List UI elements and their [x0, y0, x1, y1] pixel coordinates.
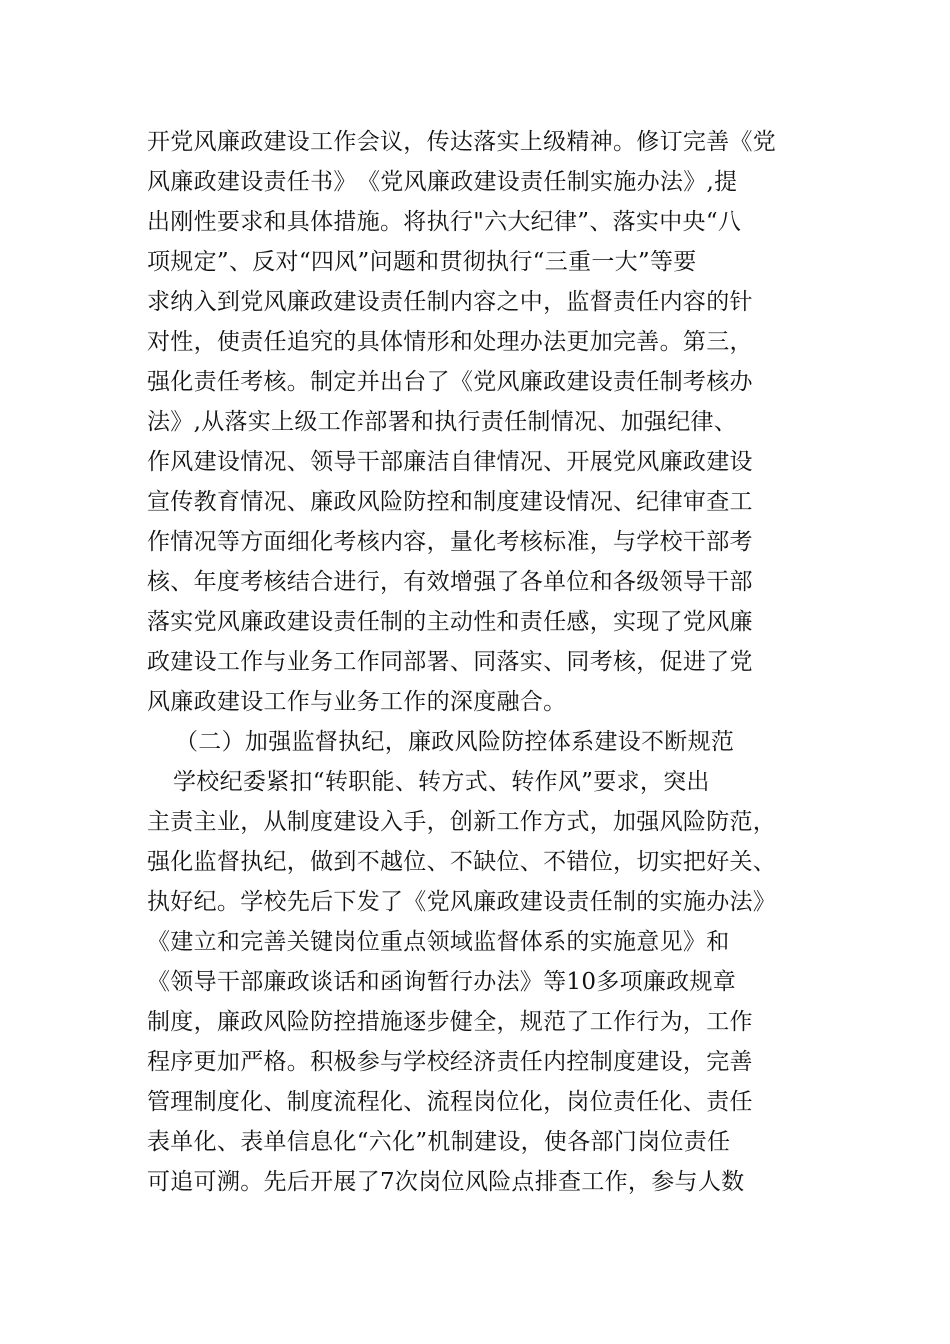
paragraph-line: 表单化、表单信息化“六化”机制建设，使各部门岗位责任	[147, 1129, 731, 1155]
paragraph-line: 开党风廉政建设工作会议，传达落实上级精神。修订完善《党	[147, 129, 777, 155]
paragraph-line: 《领导干部廉政谈话和函询暂行办法》等10多项廉政规章	[147, 969, 737, 995]
paragraph-line: 作风建设情况、领导干部廉洁自律情况、开展党风廉政建设	[147, 449, 753, 475]
paragraph-line: 制度，廉政风险防控措施逐步健全，规范了工作行为，工作	[147, 1009, 753, 1035]
paragraph-line: 《建立和完善关键岗位重点领域监督体系的实施意见》和	[147, 929, 730, 955]
paragraph-line: 主责主业，从制度建设入手，创新工作方式，加强风险防范，	[147, 809, 777, 835]
paragraph-line: 对性，使责任追究的具体情形和处理办法更加完善。第三，	[147, 329, 753, 355]
paragraph-line: 出刚性要求和具体措施。将执行"六大纪律”、落实中央“八	[147, 209, 742, 235]
paragraph-line: 执好纪。学校先后下发了《党风廉政建设责任制的实施办法》	[147, 889, 777, 915]
paragraph-line: 作情况等方面细化考核内容，量化考核标准，与学校干部考	[147, 529, 753, 555]
paragraph-line: 项规定”、反对“四风”问题和贯彻执行“三重一大”等要	[147, 249, 697, 275]
paragraph-line: 风廉政建设责任书》 《党风廉政建设责任制实施办法》,提	[147, 169, 738, 195]
paragraph-line: 可追可溯。先后开展了7次岗位风险点排查工作，参与人数	[147, 1169, 745, 1195]
paragraph-line: 宣传教育情况、廉政风险防控和制度建设情况、纪律审查工	[147, 489, 753, 515]
paragraph-line: 政建设工作与业务工作同部署、同落实、同考核，促进了党	[147, 649, 753, 675]
paragraph-line: 强化监督执纪，做到不越位、不缺位、不错位，切实把好关、	[147, 849, 777, 875]
section-heading: （二）加强监督执纪，廉政风险防控体系建设不断规范	[175, 729, 735, 755]
paragraph-line: 管理制度化、制度流程化、流程岗位化，岗位责任化、责任	[147, 1089, 753, 1115]
paragraph-line: 风廉政建设工作与业务工作的深度融合。	[147, 689, 567, 715]
body-text	[147, 122, 817, 1202]
paragraph-line: 程序更加严格。积极参与学校经济责任内控制度建设，完善	[147, 1049, 753, 1075]
paragraph-line: 学校纪委紧扣“转职能、转方式、转作风”要求，突出	[173, 769, 710, 795]
paragraph-line: 核、年度考核结合进行，有效增强了各单位和各级领导干部	[147, 569, 753, 595]
paragraph-line: 求纳入到党风廉政建设责任制内容之中，监督责任内容的针	[147, 289, 753, 315]
paragraph-line: 落实党风廉政建设责任制的主动性和责任感，实现了党风廉	[147, 609, 753, 635]
paragraph-line: 强化责任考核。制定并出台了《党风廉政建设责任制考核办	[147, 369, 753, 395]
paragraph-line: 法》,从落实上级工作部署和执行责任制情况、加强纪律、	[147, 409, 738, 435]
